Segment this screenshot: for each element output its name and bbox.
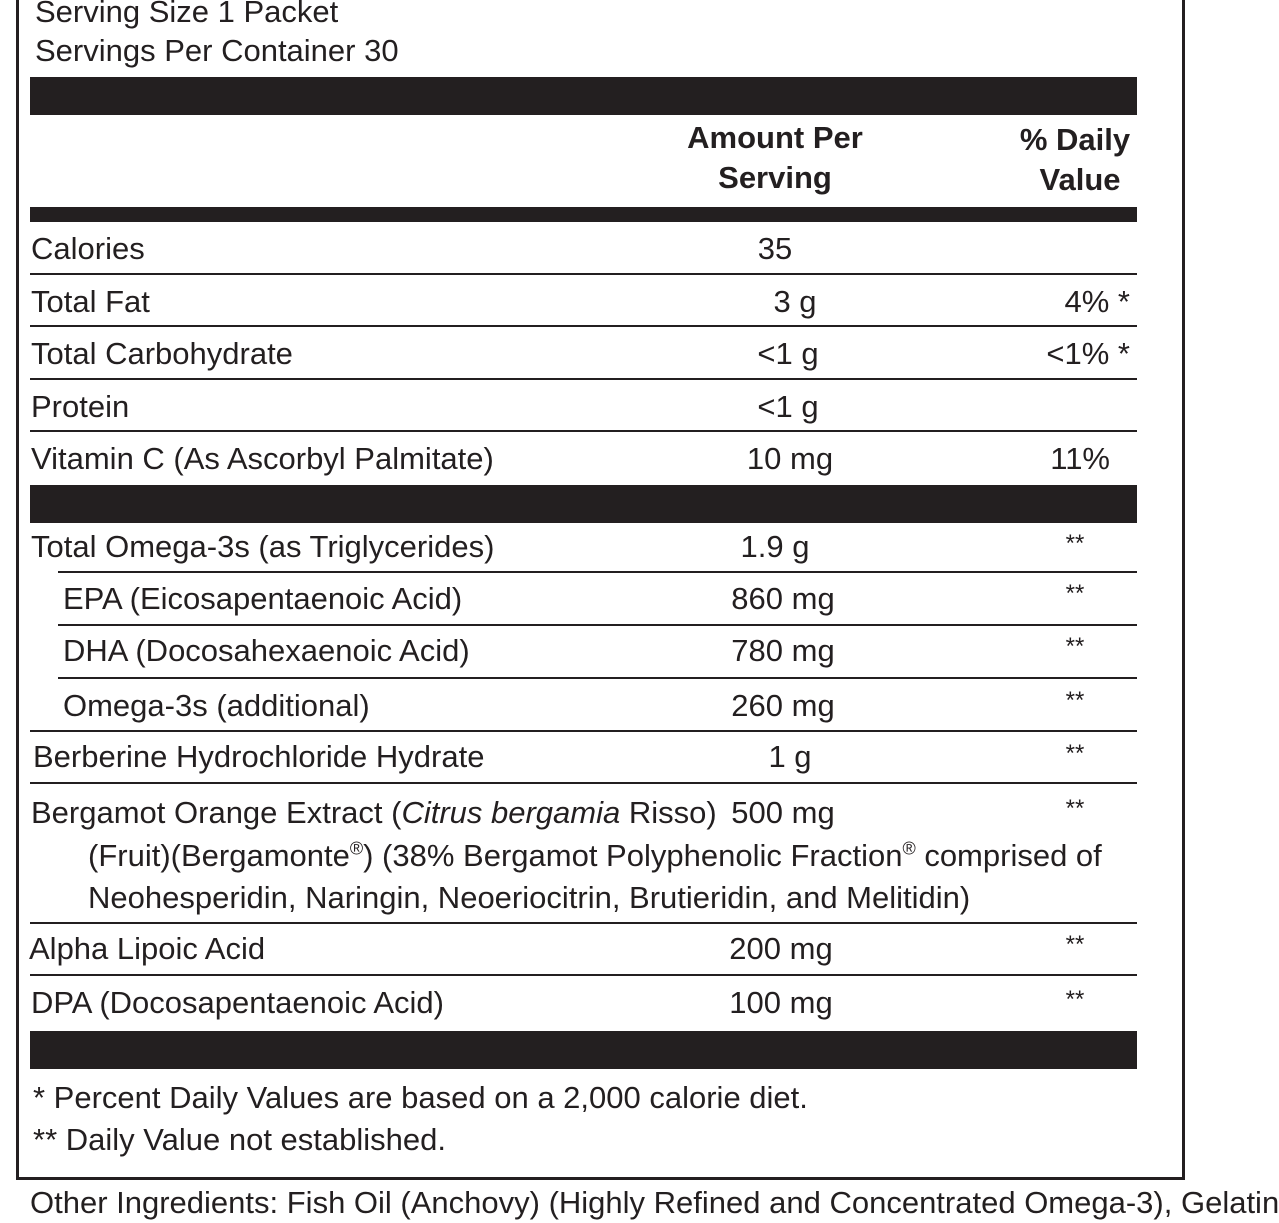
- footnote-percent-daily-values: * Percent Daily Values are based on a 2,000 calorie diet.: [33, 1080, 808, 1115]
- detail-text: comprised of: [915, 838, 1102, 873]
- nutrient-amount: <1 g: [757, 389, 819, 424]
- supplement-daily-value: **: [1065, 687, 1085, 714]
- supplement-name: Omega-3s (additional): [63, 688, 370, 723]
- supplement-daily-value: **: [1065, 580, 1085, 607]
- row-divider: [30, 730, 1137, 732]
- supplement-amount: 200 mg: [729, 931, 833, 966]
- supplement-name: EPA (Eicosapentaenoic Acid): [63, 581, 463, 616]
- header-bar: [30, 77, 1137, 115]
- supplement-amount: 1 g: [768, 739, 812, 774]
- nutrient-name: Vitamin C (As Ascorbyl Palmitate): [31, 441, 494, 476]
- nutrient-name: Total Carbohydrate: [31, 336, 293, 371]
- other-ingredients-partial: [30, 1185, 1279, 1220]
- row-divider: [30, 325, 1137, 327]
- row-divider: [58, 571, 1137, 573]
- nutrient-daily-value: 11%: [1050, 441, 1110, 476]
- supplement-amount: 100 mg: [729, 985, 833, 1020]
- bergamot-latin-name: Citrus bergamia: [401, 795, 621, 830]
- nutrient-amount: 35: [757, 231, 793, 266]
- supplement-amount: 260 mg: [731, 688, 835, 723]
- row-divider: [30, 782, 1137, 784]
- nutrient-daily-value: <1% *: [1046, 336, 1130, 371]
- footer-separator-bar: [30, 1031, 1137, 1069]
- bergamot-name-suffix: Risso): [620, 795, 717, 830]
- bergamot-detail-line1: [88, 838, 1102, 874]
- registered-mark: ®: [902, 838, 916, 859]
- row-divider: [30, 922, 1137, 924]
- nutrient-name: Protein: [31, 389, 130, 424]
- supplement-daily-value: **: [1065, 931, 1085, 958]
- supplement-daily-value: **: [1065, 795, 1085, 822]
- supplement-amount: 780 mg: [731, 633, 835, 668]
- nutrient-name: Total Fat: [31, 284, 150, 319]
- section-separator-bar: [30, 485, 1137, 523]
- nutrient-amount: 10 mg: [746, 441, 834, 476]
- detail-text: (Fruit)(Bergamonte: [88, 838, 350, 873]
- supplement-amount: 500 mg: [731, 795, 835, 830]
- dv-header-line1: % Daily: [1019, 122, 1131, 157]
- label-border-left: [16, 0, 19, 1180]
- supplement-daily-value: **: [1065, 986, 1085, 1013]
- servings-per-container: Servings Per Container 30: [35, 33, 399, 68]
- nutrient-amount: <1 g: [757, 336, 819, 371]
- registered-mark: ®: [349, 838, 364, 859]
- supplement-daily-value: **: [1065, 740, 1085, 767]
- supplement-daily-value: **: [1065, 633, 1085, 660]
- bergamot-detail-line2: Neohesperidin, Naringin, Neoeriocitrin, Brutieridin, and Melitidin): [88, 880, 971, 915]
- supplement-name: [31, 795, 717, 831]
- detail-text: ) (38% Bergamot Polyphenolic Fraction: [363, 838, 903, 873]
- row-divider: [30, 430, 1137, 432]
- supplement-name: DHA (Docosahexaenoic Acid): [63, 633, 470, 668]
- supplement-daily-value: **: [1065, 530, 1085, 557]
- label-border-bottom: [16, 1177, 1185, 1180]
- row-divider: [30, 378, 1137, 380]
- bergamot-name-prefix: Bergamot Orange Extract (: [31, 795, 402, 830]
- other-ingredients-text: Other Ingredients: Fish Oil (Anchovy) (Highly Refined and Concentrated Omega-3), Gelatin: [30, 1185, 1279, 1220]
- nutrient-name: Calories: [31, 231, 145, 266]
- header-separator-bar: [30, 207, 1137, 222]
- row-divider: [30, 273, 1137, 275]
- row-divider: [58, 677, 1137, 679]
- amount-header-line2: Serving: [718, 160, 832, 195]
- label-border-right: [1182, 0, 1185, 1180]
- supplement-amount: 1.9 g: [740, 529, 810, 564]
- nutrient-amount: 3 g: [773, 284, 817, 319]
- amount-header-line1: Amount Per: [687, 120, 863, 155]
- supplement-name: Alpha Lipoic Acid: [29, 931, 266, 966]
- supplement-amount: 860 mg: [731, 581, 835, 616]
- footnote-daily-value-not-established: ** Daily Value not established.: [33, 1122, 447, 1157]
- supplement-name: Berberine Hydrochloride Hydrate: [33, 739, 485, 774]
- row-divider: [30, 974, 1137, 976]
- supplement-name: DPA (Docosapentaenoic Acid): [31, 985, 444, 1020]
- serving-size: Serving Size 1 Packet: [35, 0, 339, 29]
- nutrient-daily-value: 4% *: [1064, 284, 1130, 319]
- dv-header-line2: Value: [1039, 162, 1121, 197]
- row-divider: [58, 624, 1137, 626]
- supplement-name: Total Omega-3s (as Triglycerides): [31, 529, 495, 564]
